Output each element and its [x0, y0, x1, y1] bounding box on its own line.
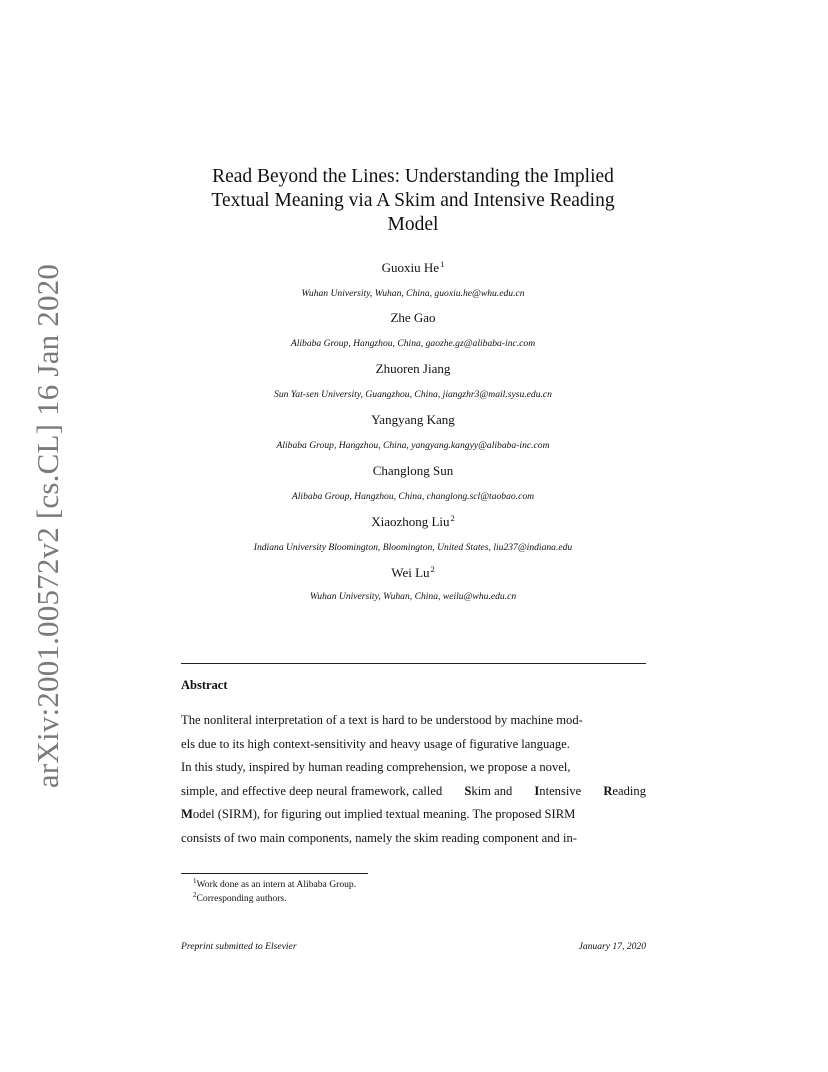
author-name: Zhe Gao — [390, 310, 436, 325]
title-line: Read Beyond the Lines: Understanding the Implied — [212, 166, 614, 187]
author-affiliation: Alibaba Group, Hangzhou, China, gaozhe.gz@alibaba-inc.com — [290, 338, 536, 349]
author-name: Wei Lu$^2$ — [391, 564, 435, 580]
abstract-line: The nonliteral interpretation of a text is hard to be understood by machine mod- — [181, 713, 583, 727]
author-affiliation: Alibaba Group, Hangzhou, China, changlong.scl@taobao.com — [291, 491, 535, 502]
preprint-date: January 17, 2020 — [578, 941, 646, 952]
abstract-top-rule — [181, 663, 646, 664]
author-name: Changlong Sun — [372, 463, 454, 478]
author-affiliation: Alibaba Group, Hangzhou, China, yangyang.kangyy@alibaba-inc.com — [276, 440, 550, 451]
title-line: Model — [387, 214, 439, 235]
author-name: Guoxiu He$^1$ — [381, 259, 445, 275]
arxiv-identifier-stamp: arXiv:2001.00572v2 [cs.CL] 16 Jan 2020 — [30, 263, 65, 789]
author-name: Yangyang Kang — [371, 412, 455, 427]
author-affiliation: Sun Yat-sen University, Guangzhou, China, jiangzhr3@mail.sysu.edu.cn — [274, 389, 552, 400]
title-line: Textual Meaning via A Skim and Intensive Reading — [211, 190, 615, 211]
abstract-line: els due to its high context-sensitivity and heavy usage of figurative language. — [181, 736, 570, 751]
abstract-line: consists of two main components, namely the skim reading component and in- — [181, 830, 577, 845]
author-footnote-mark: 2 — [450, 513, 455, 523]
abstract-line: simple, and effective deep neural framework, called Skim and Intensive Reading — [181, 783, 646, 798]
author-name: Zhuoren Jiang — [375, 361, 451, 376]
abstract-body — [181, 709, 646, 851]
footnote: $^1$Work done as an intern at Alibaba Group. — [193, 877, 357, 890]
abstract-heading: Abstract — [181, 678, 228, 692]
author-name: Xiaozhong Liu$^2$ — [371, 513, 455, 529]
author-footnote-mark: 1 — [440, 259, 445, 269]
preprint-note: Preprint submitted to Elsevier — [181, 941, 297, 952]
author-affiliation: Wuhan University, Wuhan, China, weilu@whu.edu.cn — [309, 591, 517, 602]
abstract-line: Model (SIRM), for figuring out implied textual meaning. The proposed SIRM — [181, 807, 576, 822]
author-affiliation: Wuhan University, Wuhan, China, guoxiu.he@whu.edu.cn — [301, 288, 525, 299]
abstract-line: In this study, inspired by human reading comprehension, we propose a novel, — [181, 760, 571, 775]
author-footnote-mark: 2 — [430, 564, 435, 574]
author-affiliation: Indiana University Bloomington, Bloomington, United States, liu237@indiana.edu — [253, 542, 573, 553]
paper-title — [180, 165, 646, 237]
footnote-rule — [181, 873, 368, 874]
footnote: $^2$Corresponding authors. — [193, 891, 287, 904]
